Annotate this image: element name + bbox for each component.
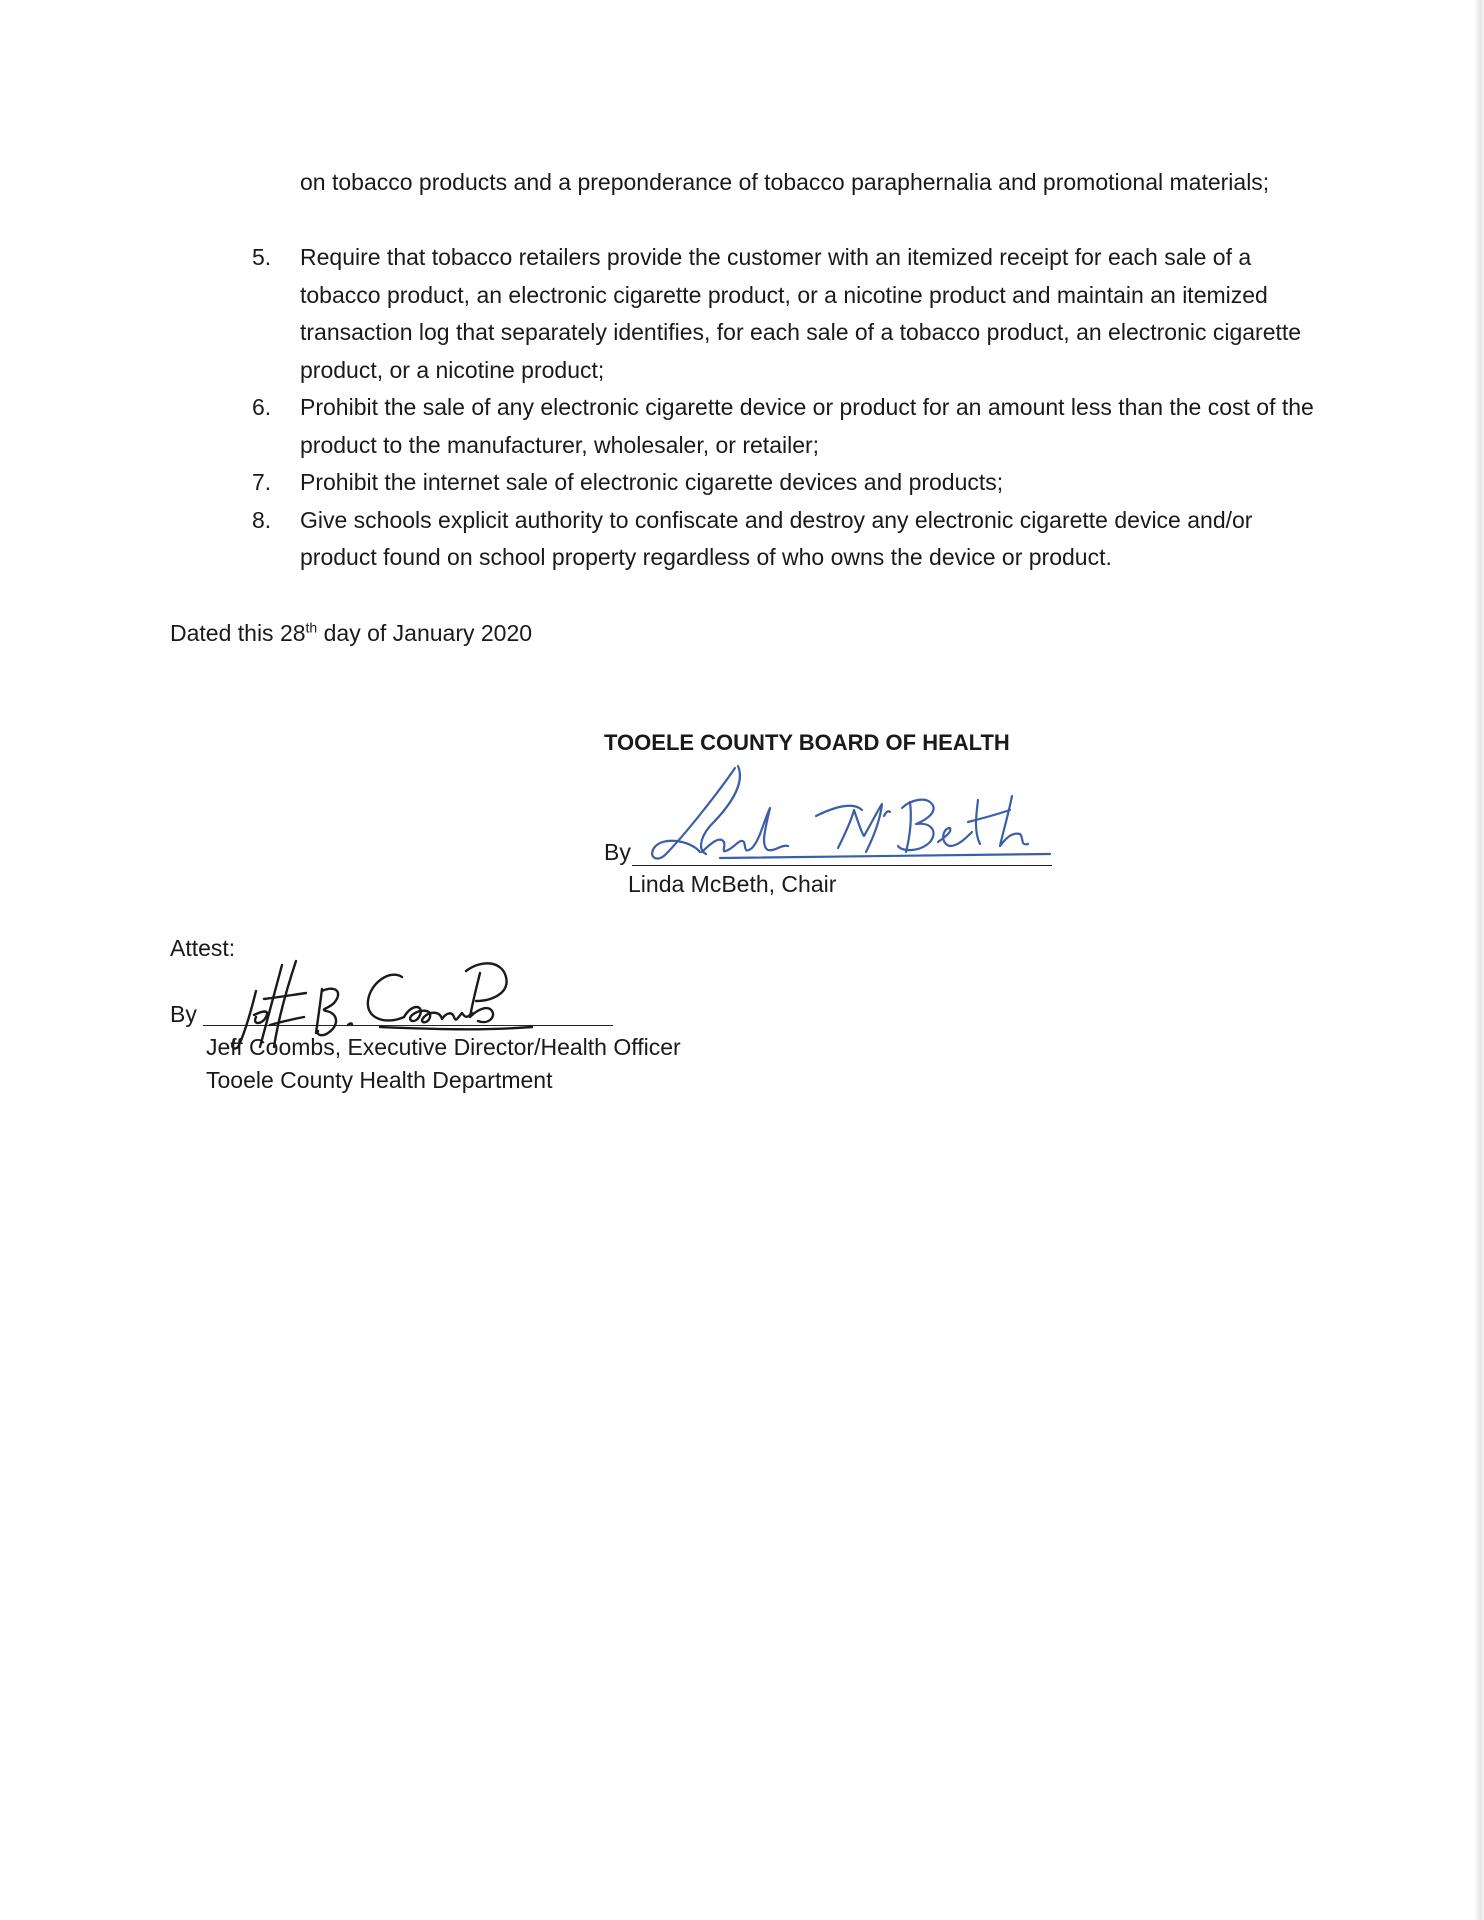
list-item-text: Prohibit the sale of any electronic cigarette device or product for an amount less than the cost of the product to the manufacturer, wholesaler, or retailer; <box>300 394 1314 458</box>
board-title: TOOELE COUNTY BOARD OF HEALTH <box>604 730 1010 755</box>
list-item <box>252 239 1332 389</box>
dated-prefix: Dated this 28 <box>170 620 306 646</box>
chair-by-label: By <box>604 839 631 865</box>
list-item-text: Give schools explicit authority to confiscate and destroy any electronic cigarette device and/or product found on school property regardless of who owns the device or product. <box>300 506 1253 570</box>
dated-ordinal-suffix: th <box>305 619 318 636</box>
dated-line <box>170 615 532 653</box>
list-continuation-text: on tobacco products and a preponderance of tobacco paraphernalia and promotional materials; <box>300 169 1270 195</box>
resolution-list <box>252 239 1332 577</box>
attest-by-label: By <box>170 1001 197 1027</box>
attest-department: Tooele County Health Department <box>206 1067 553 1093</box>
list-item <box>252 389 1332 464</box>
chair-signer-name: Linda McBeth, Chair <box>628 871 837 897</box>
attest-signer-name: Jeff Coombs, Executive Director/Health Officer <box>206 1034 681 1060</box>
list-item-number: 7. <box>252 469 272 495</box>
dated-suffix: day of January 2020 <box>317 620 533 646</box>
list-item-number: 8. <box>252 506 272 533</box>
attest-label: Attest: <box>170 935 236 961</box>
list-item-text: Prohibit the internet sale of electronic cigarette devices and products; <box>300 469 1004 495</box>
list-item <box>252 502 1332 577</box>
chair-handwritten-signature <box>640 760 1060 870</box>
list-item <box>252 464 1332 502</box>
list-item-number: 6. <box>252 394 272 420</box>
list-item-number: 5. <box>252 244 272 270</box>
list-item-text: Require that tobacco retailers provide the customer with an itemized receipt for each sale of a tobacco product, an electronic cigarette product, or a nicotine product and maintain an itemized transaction log that separately identifies, for each sale of a tobacco product, an electronic cigarette product, or a nicotine product; <box>300 244 1302 383</box>
